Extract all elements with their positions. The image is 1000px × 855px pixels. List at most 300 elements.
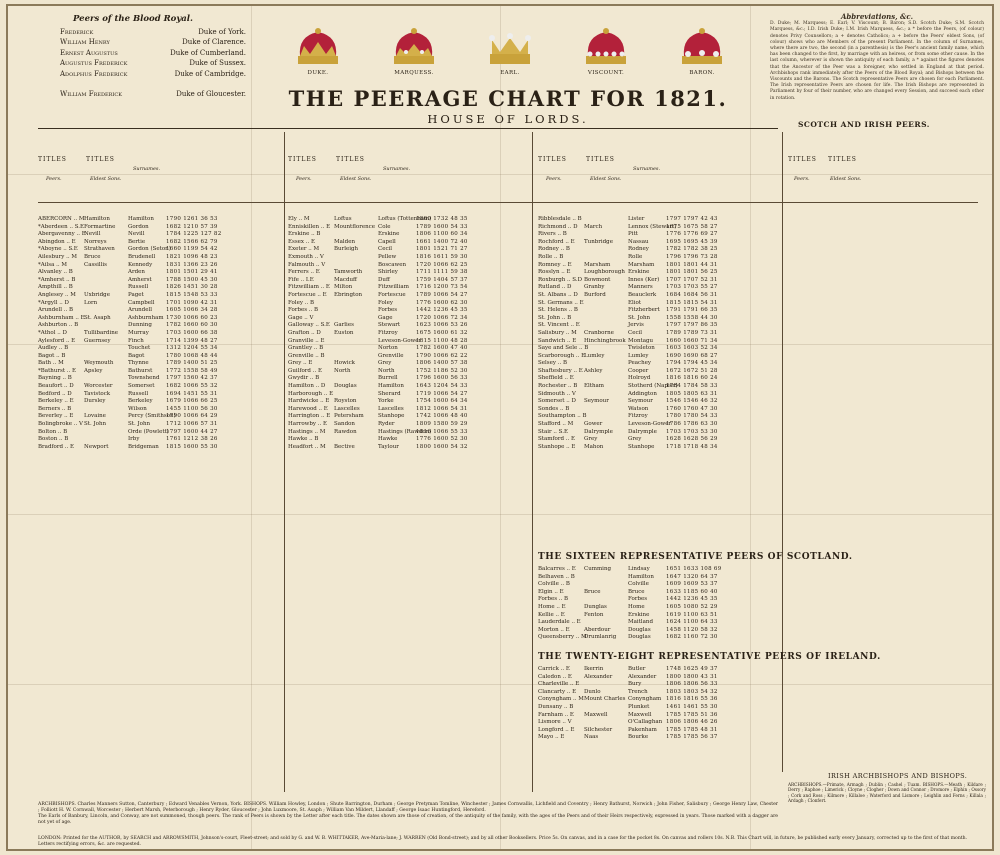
eldest-son xyxy=(334,300,378,308)
peer-row xyxy=(538,406,780,414)
peer-row xyxy=(38,353,282,361)
prince-name: William Henry xyxy=(60,38,110,46)
peer-row xyxy=(288,368,530,376)
peer-dates: 1707 1707 52 31 xyxy=(666,276,718,283)
peer-row xyxy=(38,330,282,338)
peer-dates: 1785 1785 51 36 xyxy=(666,711,718,718)
ireland-peers-table xyxy=(538,666,780,776)
peer-dates: 1711 1111 59 38 xyxy=(416,269,468,276)
header-bottom-rule xyxy=(38,202,978,203)
peer-title: Foley .. B xyxy=(288,299,314,306)
peer-dates: 1752 1186 52 30 xyxy=(416,367,468,374)
eldest-son xyxy=(334,391,378,399)
peer-title: Fortescue .. E xyxy=(288,291,327,298)
surname: Bathurst xyxy=(128,367,153,374)
surname: Finch xyxy=(128,337,144,344)
titles-header: TITLES xyxy=(336,156,365,163)
surname: Seymour xyxy=(628,398,653,405)
peer-dates: 1784 1784 58 33 xyxy=(666,383,718,390)
peer-dates: 1831 1366 23 26 xyxy=(166,261,218,268)
surname: Percy (Smithson) xyxy=(128,413,176,420)
peer-title: Roxburgh .. S.D xyxy=(538,276,583,283)
surname: Lascelles xyxy=(378,405,404,412)
eldest-son: Gower xyxy=(584,421,603,428)
surname: Loftus (Tottenham) xyxy=(378,216,432,222)
peer-title: Harrowby .. E xyxy=(288,421,327,428)
peers-table-left xyxy=(38,216,282,796)
eldest-son: Euston xyxy=(334,329,354,336)
eldest-son: Worcester xyxy=(84,383,113,390)
peer-dates: 1603 1603 52 34 xyxy=(666,345,718,352)
peer-title: Anglesey .. M xyxy=(38,291,76,298)
surname: Addington xyxy=(628,390,657,397)
surname: Nassau xyxy=(628,238,649,245)
peer-row xyxy=(538,231,780,239)
peer-dates: 1703 1703 55 27 xyxy=(666,284,718,291)
peer-title: Rodney .. B xyxy=(538,246,570,253)
peer-row xyxy=(288,246,530,254)
peer-row xyxy=(38,224,282,232)
surname: Bagot xyxy=(128,352,145,359)
peer-title: Hamilton .. D xyxy=(288,383,326,390)
peer-row xyxy=(288,224,530,232)
peer-title: Romney .. E xyxy=(538,261,572,268)
column-header-block xyxy=(38,136,258,192)
peer-row xyxy=(538,681,780,689)
peer-dates: 1716 1200 73 54 xyxy=(416,284,468,291)
surname: Erskine xyxy=(628,611,650,618)
peer-dates: 1801 1521 71 27 xyxy=(416,246,468,253)
prince-title: Duke of Cumberland. xyxy=(170,48,246,57)
eldest-son: Eltham xyxy=(584,383,605,390)
peer-dates: 1788 1500 45 30 xyxy=(166,276,218,283)
peer-row xyxy=(538,634,780,642)
coronet-label: DUKE. xyxy=(307,70,329,76)
peer-row xyxy=(38,421,282,429)
peer-title: Salisbury .. M xyxy=(538,329,577,336)
peer-dates: 1816 1816 60 24 xyxy=(666,375,718,382)
surname: Russell xyxy=(128,284,149,291)
peer-title: Balcarres .. E xyxy=(538,566,576,572)
peer-title: Arundell .. B xyxy=(38,307,74,314)
peer-title: Rivers .. B xyxy=(538,231,567,238)
titles-header: TITLES xyxy=(288,156,317,163)
surname: Bridgeman xyxy=(128,443,159,450)
peer-dates: 1742 1066 48 40 xyxy=(416,413,468,420)
surname: Lindsay xyxy=(628,566,650,572)
peer-dates: 1797 1797 86 35 xyxy=(666,322,718,329)
abbreviations-panel xyxy=(770,14,984,118)
peer-dates: 1628 1628 56 29 xyxy=(666,436,718,443)
peer-title: Sondes .. B xyxy=(538,405,570,412)
peer-title: Ailesbury .. M xyxy=(38,253,77,260)
column-rule xyxy=(284,132,285,792)
surname: Hamilton xyxy=(378,383,404,390)
blood-royal-row xyxy=(20,48,246,59)
peer-dates: 1442 1236 45 35 xyxy=(416,307,468,314)
surname: Grenville xyxy=(378,352,404,359)
peer-dates: 1816 1066 55 33 xyxy=(416,428,468,435)
eldest-son: Drumlanrig xyxy=(584,634,617,641)
peer-title: Exmouth .. V xyxy=(288,253,324,260)
peer-row xyxy=(288,239,530,247)
eldest-son: St. Asaph xyxy=(84,314,111,321)
prince-name: Augustus Frederick xyxy=(60,59,128,67)
surname: Stotherd (Napier) xyxy=(628,383,678,390)
peer-dates: 1312 1204 55 34 xyxy=(166,345,218,352)
peer-dates: 1803 1803 54 32 xyxy=(666,688,718,695)
titles-header: TITLES xyxy=(586,156,615,163)
peer-title: Bolton .. B xyxy=(38,428,68,435)
peer-dates: 1816 1816 55 36 xyxy=(666,696,718,703)
peer-title: Caledon .. E xyxy=(538,673,572,680)
peer-dates: 1633 1185 60 40 xyxy=(666,588,718,595)
ireland-section-title: THE TWENTY-EIGHT REPRESENTATIVE PEERS OF IRELAND. xyxy=(538,652,881,662)
surname: Stewart xyxy=(378,322,401,329)
scotch-irish-peers-table xyxy=(788,216,984,766)
peer-row xyxy=(38,284,282,292)
peer-dates: 1675 1600 61 32 xyxy=(416,329,468,336)
column-header-block xyxy=(538,136,758,192)
eldest-son xyxy=(84,345,128,353)
surname: Hawke xyxy=(378,436,398,443)
peer-row xyxy=(38,262,282,270)
surname: Erskine xyxy=(378,231,400,238)
eldest-son: Weymouth xyxy=(84,360,114,367)
peer-title: Elgin .. E xyxy=(538,588,564,595)
eldest-son: Dalrymple xyxy=(584,428,613,435)
peer-row xyxy=(538,322,780,330)
coronet-label: MARQUESS. xyxy=(394,70,434,76)
surname: Trench xyxy=(628,688,648,695)
peer-row xyxy=(288,330,530,338)
peer-row xyxy=(538,338,780,346)
surname: St. John xyxy=(128,421,151,428)
peer-title: Headfort .. M xyxy=(288,443,326,450)
peer-title: Abingdon .. E xyxy=(38,238,76,245)
peer-title: Ely .. M xyxy=(288,216,310,222)
peer-dates: 1797 1600 44 27 xyxy=(166,428,218,435)
english-bishops-text xyxy=(38,802,778,826)
peer-title: Rolle .. B xyxy=(538,253,564,260)
peer-dates: 1660 1660 71 34 xyxy=(666,337,718,344)
peer-row xyxy=(38,300,282,308)
blood-royal-row xyxy=(20,58,246,69)
peer-dates: 1546 1546 46 32 xyxy=(666,398,718,405)
eldest-son: Maxwell xyxy=(584,711,608,718)
peer-row xyxy=(288,383,530,391)
surname: Amherst xyxy=(128,276,152,283)
peer-dates: 1826 1451 30 28 xyxy=(166,284,218,291)
eldest-son xyxy=(584,375,628,383)
eldest-son: Cranborne xyxy=(584,329,614,336)
peer-title: Hardwicke .. E xyxy=(288,398,330,405)
imprint-text: LONDON: Printed for the AUTHOR, by SEARCH and ARROWSMITH, Johnson's-court, Fleet-street; and sold by G. and W. B. WHITTAKER, Ave-Maria-lane; J. WARREN (Old Bond-street); and by all other Booksellers. Price 5s. On canvas, and in a case for the pocket 8s. On canvas and rollers 10s. N.B. This Chart will, in future, be published early every January, corrected up to the first of that month. Letters rectifying errors, &c. are requested. xyxy=(38,836,968,847)
peer-dates: 1679 1066 66 25 xyxy=(166,398,218,405)
peer-dates: 1660 1199 54 42 xyxy=(166,246,218,253)
peer-row xyxy=(288,216,530,224)
peer-title: *Ailsa .. M xyxy=(38,261,67,268)
peer-title: Colville .. B xyxy=(538,581,570,588)
peer-title: Bradford .. E xyxy=(38,443,74,450)
peer-title: Selsey .. B xyxy=(538,360,568,367)
peer-title: Stanhope .. E xyxy=(538,443,576,450)
peer-title: Abergavenny .. E xyxy=(38,231,86,238)
eldest-son: Royston xyxy=(334,398,357,405)
house-of-lords-heading: HOUSE OF LORDS. xyxy=(427,112,589,126)
peer-row xyxy=(288,307,530,315)
peer-title: Stamford .. E xyxy=(538,436,575,443)
blood-royal-row xyxy=(20,37,246,48)
eldest-son: Petersham xyxy=(334,413,364,420)
eldest-son: Douglas xyxy=(334,383,357,390)
titles-header: TITLES xyxy=(788,156,817,163)
peer-dates: 1760 1760 47 30 xyxy=(666,405,718,412)
eldest-son: Newport xyxy=(84,443,109,450)
surname: Bruce xyxy=(628,588,645,595)
peer-dates: 1772 1558 58 49 xyxy=(166,367,218,374)
peer-dates: 1791 1791 66 35 xyxy=(666,307,718,314)
peer-row xyxy=(288,444,530,452)
prince-name: Adolphus Frederick xyxy=(60,69,128,78)
blood-royal-row xyxy=(20,89,246,100)
peer-dates: 1718 1718 48 34 xyxy=(666,443,718,450)
peer-row xyxy=(538,612,780,620)
peer-dates: 1455 1100 56 30 xyxy=(166,405,218,412)
eldest-son: Garlies xyxy=(334,322,354,329)
peer-row xyxy=(38,368,282,376)
peer-dates: 1789 1600 54 33 xyxy=(416,223,468,230)
surname: Colville xyxy=(628,581,649,588)
eldest-son: Lascelles xyxy=(334,405,360,412)
surname: Campbell xyxy=(128,299,155,306)
peer-dates: 1800 1732 48 35 xyxy=(416,216,468,222)
peer-title: St. John .. B xyxy=(538,314,572,321)
viscount-coronet xyxy=(569,26,643,82)
peer-title: Galloway .. S.E xyxy=(288,322,330,329)
peer-dates: 1806 1400 57 38 xyxy=(416,360,468,367)
peers-table-right xyxy=(538,216,780,486)
surname: Lumley xyxy=(628,352,649,359)
surname: Gordon xyxy=(128,223,149,230)
surname: Boscawen xyxy=(378,261,407,268)
eldest-son xyxy=(584,574,628,582)
peer-title: Charleville .. E xyxy=(538,681,580,688)
peer-row xyxy=(38,315,282,323)
eldest-son: Grey xyxy=(584,436,598,443)
peer-title: Berkeley .. E xyxy=(38,398,74,405)
titles-header: TITLES xyxy=(828,156,857,163)
peer-title: Erskine .. B xyxy=(288,231,321,238)
peer-row xyxy=(288,300,530,308)
surname: Arundell xyxy=(128,307,152,314)
peer-dates: 1789 1789 73 31 xyxy=(666,329,718,336)
surname: Foley xyxy=(378,299,393,306)
peer-dates: 1782 1600 47 40 xyxy=(416,345,468,352)
peer-dates: 1661 1400 72 40 xyxy=(416,238,468,245)
peer-dates: 1682 1210 57 39 xyxy=(166,223,218,230)
eldest-son: Mount Charles xyxy=(584,696,626,703)
peer-title: Stair .. S.E xyxy=(538,428,568,435)
scotland-peers-table xyxy=(538,566,780,646)
peer-title: Gage .. V xyxy=(288,314,314,321)
surname: Cecil xyxy=(628,329,643,336)
eldest-son: Milton xyxy=(334,284,353,291)
peer-dates: 1800 1800 43 31 xyxy=(666,673,718,680)
eldest-son xyxy=(334,307,378,315)
surnames-header: Surnames. xyxy=(133,166,161,172)
peer-title: Rochester .. B xyxy=(538,383,578,390)
peer-title: *Bathurst .. E xyxy=(38,367,77,374)
surname: Rodney xyxy=(628,246,649,253)
eldest-son: St. John xyxy=(84,421,107,428)
peer-row xyxy=(538,734,780,742)
eldest-son xyxy=(584,231,628,239)
peer-dates: 1682 1566 62 79 xyxy=(166,238,218,245)
peer-title: Carrick .. E xyxy=(538,666,570,672)
peer-title: Mayo .. E xyxy=(538,734,565,741)
peer-row xyxy=(538,345,780,353)
titles-header: TITLES xyxy=(538,156,567,163)
peer-title: Exeter .. M xyxy=(288,246,320,253)
peer-title: Essex .. E xyxy=(288,238,316,245)
peer-title: ABERCORN .. M xyxy=(38,216,85,222)
prince-title: Duke of Clarence. xyxy=(182,38,246,46)
peer-dates: 1609 1609 53 37 xyxy=(666,581,718,588)
peer-title: Belhaven .. B xyxy=(538,573,575,580)
surname: Lister xyxy=(628,216,645,222)
prince-title: Duke of York. xyxy=(198,27,246,36)
baron-coronet xyxy=(665,26,739,82)
eldest-son xyxy=(84,375,128,383)
peer-row xyxy=(538,315,780,323)
peer-row xyxy=(288,277,530,285)
surname: Somerset xyxy=(128,383,155,390)
peer-dates: 1458 1120 58 32 xyxy=(666,626,718,633)
peer-dates: 1815 1600 55 30 xyxy=(166,443,218,450)
peer-dates: 1776 1776 69 27 xyxy=(666,231,718,238)
peer-title: Forbes .. B xyxy=(288,307,319,314)
peer-title: Longford .. E xyxy=(538,726,575,733)
surname: Maitland xyxy=(628,619,653,626)
eldest-son xyxy=(584,391,628,399)
peer-dates: 1647 1320 64 37 xyxy=(666,573,718,580)
peer-dates: 1801 1501 29 41 xyxy=(166,269,218,276)
peer-dates: 1805 1805 63 31 xyxy=(666,390,718,397)
eldest-son: Hamilton xyxy=(84,216,110,222)
peer-row xyxy=(538,444,780,452)
eldest-son: Lorn xyxy=(84,299,98,306)
surname: Arden xyxy=(128,269,145,276)
surname: Bertie xyxy=(128,238,146,245)
peer-dates: 1712 1066 57 31 xyxy=(166,421,218,428)
peer-title: Lauderdale .. E xyxy=(538,619,581,626)
peer-dates: 1695 1695 45 39 xyxy=(666,238,718,245)
surname: Murray xyxy=(128,329,149,336)
peer-title: Lismore .. V xyxy=(538,719,572,726)
eldest-son xyxy=(584,254,628,262)
surname: Bourke xyxy=(628,734,649,741)
surname: Burrell xyxy=(378,375,398,382)
peer-title: Bath .. M xyxy=(38,360,64,367)
abbreviations-text: D. Duke; M. Marquess; E. Earl; V. Viscount; B. Baron; S.D. Scotch Duke; S.M. Scotch Marquess, &c.; I.D. Irish Duke; I.M. Irish Marquess, &c.; a * before the Peers, (of colour) denotes Privy Counsellors; a + denotes Catholics; a + before the Peers' eldest Sons, (of colour) shows who are Members of the present Parliament. In the column of Surnames, where there are two, the second (in a parenthesis) is the Peer's ancient family name, which has been changed to the first, by marriage with an heiress, or from some other cause. In the last column, wherever is shown the antiquity of each family, a * against the figures denotes that the Ancestor of the Peer was a foreigner, who settled in England at that period. Archbishops rank immediately after the Peers of the Blood Royal; and Bishops between the Viscounts and the Barons. The Scotch representative Peers are chosen for each Parliament. The Irish representative Peers are chosen for life. The Irish Bishops are represented in Parliament by four of their number, who are changed every Session, and succeed each other in rotation. xyxy=(770,21,984,101)
peer-row xyxy=(538,330,780,338)
surname: Hastings (Rawdon) xyxy=(378,428,432,435)
peers-table-middle xyxy=(288,216,530,796)
eldest-son: Burleigh xyxy=(334,246,359,253)
eldest-son: Tullibardine xyxy=(84,329,118,336)
peer-row xyxy=(288,375,530,383)
peer-title: Bayning .. B xyxy=(38,375,72,382)
surname: North xyxy=(378,367,395,374)
surnames-header: Surnames. xyxy=(633,166,661,172)
eldest-son xyxy=(584,681,628,689)
peer-row xyxy=(538,581,780,589)
peer-dates: 1780 1780 54 33 xyxy=(666,413,718,420)
eldest-son xyxy=(84,277,128,285)
peer-row xyxy=(538,696,780,704)
surname: Douglas xyxy=(628,626,651,633)
peer-dates: 1651 1633 108 69 xyxy=(666,566,722,572)
peer-title: Farnham .. E xyxy=(538,711,574,718)
irish-bishops-heading: IRISH ARCHBISHOPS AND BISHOPS. xyxy=(828,772,968,780)
peer-dates: 1719 1066 54 27 xyxy=(416,390,468,397)
eldest-son xyxy=(584,619,628,627)
peer-dates: 1812 1066 54 31 xyxy=(416,405,468,412)
english-bishops-list: ARCHBISHOPS. Charles Manners Sutton, Canterbury ; Edward Venables Vernon, York. BISHOPS. William Howley, London ; Shute Barrington, Durham ; George Pretyman Tomline, Winchester ; James Cornwallis, Lichfield and Coventry ; Henry Bathurst, Norwich ; John Fisher, Salisbury ; George Henry Law, Chester ; Folliott H. W. Cornwall, Worcester ; Herbert Marsh, Peterborough ; Henry Ryder, Gloucester ; John Luxmoore, St. Asaph ; William Van Mildert, Llandaff ; George Isaac Huntingford, Hereford. xyxy=(38,802,778,813)
peer-row xyxy=(38,436,282,444)
eldest-son: Cumming xyxy=(584,566,612,572)
surname: Fortescue xyxy=(378,291,406,298)
surname: Bury xyxy=(628,681,642,688)
peer-title: Berners .. B xyxy=(38,405,72,412)
surname: Stanhope xyxy=(378,413,405,420)
peer-row xyxy=(538,307,780,315)
peer-row xyxy=(288,338,530,346)
surname: Peachey xyxy=(628,360,651,367)
peer-row xyxy=(288,436,530,444)
peer-row xyxy=(538,216,780,224)
peer-dates: 1809 1580 59 29 xyxy=(416,421,468,428)
eldest-son xyxy=(584,322,628,330)
coronet-icon xyxy=(578,26,634,70)
surname: Gordon (Seton) xyxy=(128,246,171,253)
peer-title: Conyngham .. M xyxy=(538,696,584,703)
prince-title: Duke of Gloucester. xyxy=(176,90,246,98)
surname: Hamilton xyxy=(128,216,154,222)
peers-header: Peers. xyxy=(546,176,562,182)
peer-title: Forbes .. B xyxy=(538,596,569,603)
surname: Leveson-Gower xyxy=(628,421,672,428)
surname: Manners xyxy=(628,284,653,291)
eldest-son xyxy=(84,307,128,315)
peer-dates: 1806 1100 60 34 xyxy=(416,231,468,238)
peer-title: Harrington .. E xyxy=(288,413,331,420)
peer-row xyxy=(38,338,282,346)
peer-row xyxy=(288,254,530,262)
peer-row xyxy=(538,246,780,254)
surname: Leveson-Gower xyxy=(378,337,422,344)
eldest-son xyxy=(584,300,628,308)
eldest-son: Lumley xyxy=(584,352,605,359)
peer-dates: 1714 1399 48 27 xyxy=(166,337,218,344)
surname: Fitzherbert xyxy=(628,307,660,314)
peer-row xyxy=(288,398,530,406)
eldest-son: Granby xyxy=(584,284,605,291)
surname: Shirley xyxy=(378,269,398,276)
eldest-son xyxy=(334,338,378,346)
peer-title: Grafton .. D xyxy=(288,329,321,336)
